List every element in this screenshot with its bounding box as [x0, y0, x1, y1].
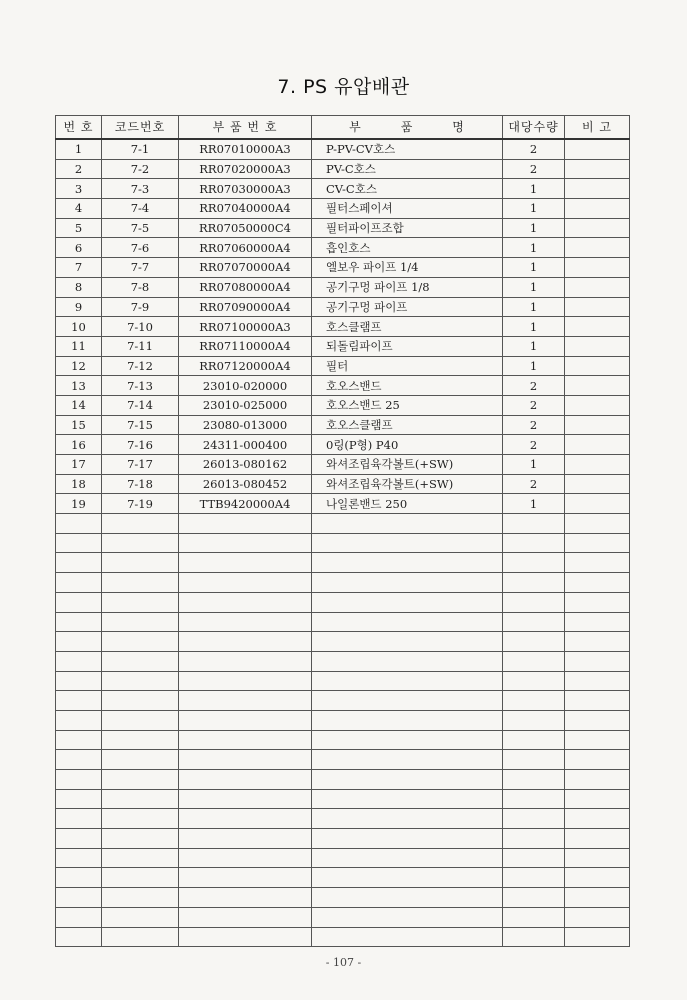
table-row — [56, 474, 630, 494]
cell-no: 5 — [56, 218, 102, 238]
table-row — [56, 415, 630, 435]
cell-no: 6 — [56, 238, 102, 258]
cell-part-name: CV-C호스 — [312, 179, 503, 199]
cell-note — [565, 199, 630, 219]
cell-qty — [503, 848, 565, 868]
empty-table-row — [56, 829, 630, 849]
cell-part-name — [312, 710, 503, 730]
cell-code: 7-17 — [102, 455, 179, 475]
cell-part-no — [179, 533, 312, 553]
cell-part-no: RR07120000A4 — [179, 356, 312, 376]
table-row — [56, 395, 630, 415]
empty-table-row — [56, 730, 630, 750]
cell-code: 7-19 — [102, 494, 179, 514]
cell-qty — [503, 553, 565, 573]
cell-part-no: 24311-000400 — [179, 435, 312, 455]
cell-part-name — [312, 691, 503, 711]
cell-code: 7-7 — [102, 258, 179, 278]
cell-part-no — [179, 592, 312, 612]
cell-code: 7-18 — [102, 474, 179, 494]
table-row — [56, 199, 630, 219]
cell-part-no — [179, 573, 312, 593]
cell-qty: 1 — [503, 297, 565, 317]
cell-note — [565, 514, 630, 534]
empty-table-row — [56, 612, 630, 632]
empty-table-row — [56, 710, 630, 730]
cell-note — [565, 139, 630, 159]
table-row — [56, 277, 630, 297]
parts-table-body — [56, 139, 630, 947]
page-title: 7. PS 유압배관 — [277, 76, 410, 98]
cell-part-name: 엘보우 파이프 1/4 — [312, 258, 503, 278]
cell-no — [56, 651, 102, 671]
cell-note — [565, 809, 630, 829]
cell-part-name — [312, 770, 503, 790]
cell-part-name: 호오스밴드 — [312, 376, 503, 396]
cell-no — [56, 927, 102, 947]
cell-part-name: 호오스밴드 25 — [312, 395, 503, 415]
cell-no: 10 — [56, 317, 102, 337]
cell-part-no: RR07010000A3 — [179, 139, 312, 159]
cell-part-no — [179, 514, 312, 534]
cell-note — [565, 533, 630, 553]
cell-note — [565, 474, 630, 494]
cell-part-name: 필터파이프조합 — [312, 218, 503, 238]
cell-part-no — [179, 671, 312, 691]
cell-qty: 1 — [503, 218, 565, 238]
cell-qty — [503, 651, 565, 671]
cell-qty — [503, 907, 565, 927]
cell-qty: 1 — [503, 494, 565, 514]
cell-note — [565, 159, 630, 179]
cell-qty — [503, 730, 565, 750]
cell-part-no — [179, 789, 312, 809]
cell-note — [565, 710, 630, 730]
cell-code — [102, 710, 179, 730]
cell-qty — [503, 573, 565, 593]
cell-code: 7-3 — [102, 179, 179, 199]
cell-qty — [503, 514, 565, 534]
cell-code: 7-15 — [102, 415, 179, 435]
cell-no: 3 — [56, 179, 102, 199]
cell-code — [102, 533, 179, 553]
cell-part-no: 26013-080162 — [179, 455, 312, 475]
cell-no: 16 — [56, 435, 102, 455]
cell-part-no: 23080-013000 — [179, 415, 312, 435]
cell-no: 12 — [56, 356, 102, 376]
cell-no: 18 — [56, 474, 102, 494]
cell-qty — [503, 789, 565, 809]
cell-no: 13 — [56, 376, 102, 396]
cell-qty — [503, 592, 565, 612]
cell-no: 11 — [56, 336, 102, 356]
cell-part-no: RR07030000A3 — [179, 179, 312, 199]
cell-code — [102, 612, 179, 632]
cell-note — [565, 789, 630, 809]
cell-part-name — [312, 671, 503, 691]
cell-part-name — [312, 888, 503, 908]
cell-code — [102, 829, 179, 849]
cell-part-no: RR07040000A4 — [179, 199, 312, 219]
column-header-code: 코드번호 — [102, 116, 179, 140]
cell-part-name — [312, 750, 503, 770]
cell-note — [565, 297, 630, 317]
cell-code — [102, 927, 179, 947]
cell-no — [56, 789, 102, 809]
cell-note — [565, 376, 630, 396]
empty-table-row — [56, 789, 630, 809]
cell-note — [565, 888, 630, 908]
cell-code: 7-14 — [102, 395, 179, 415]
cell-no — [56, 514, 102, 534]
empty-table-row — [56, 868, 630, 888]
cell-part-no: RR07090000A4 — [179, 297, 312, 317]
cell-part-no — [179, 730, 312, 750]
empty-table-row — [56, 533, 630, 553]
cell-qty — [503, 888, 565, 908]
cell-code — [102, 770, 179, 790]
cell-no — [56, 730, 102, 750]
cell-no: 17 — [56, 455, 102, 475]
cell-note — [565, 435, 630, 455]
cell-no: 7 — [56, 258, 102, 278]
cell-no — [56, 592, 102, 612]
cell-part-no: TTB9420000A4 — [179, 494, 312, 514]
cell-no: 15 — [56, 415, 102, 435]
cell-code: 7-8 — [102, 277, 179, 297]
cell-note — [565, 179, 630, 199]
cell-part-no — [179, 632, 312, 652]
empty-table-row — [56, 592, 630, 612]
cell-no — [56, 848, 102, 868]
table-header-row — [56, 116, 630, 140]
empty-table-row — [56, 632, 630, 652]
cell-part-name — [312, 573, 503, 593]
cell-part-name: 공기구멍 파이프 — [312, 297, 503, 317]
cell-part-name — [312, 730, 503, 750]
cell-note — [565, 553, 630, 573]
cell-note — [565, 632, 630, 652]
cell-part-no: 26013-080452 — [179, 474, 312, 494]
cell-code — [102, 592, 179, 612]
cell-qty — [503, 829, 565, 849]
cell-part-name — [312, 789, 503, 809]
cell-part-no: RR07080000A4 — [179, 277, 312, 297]
cell-note — [565, 336, 630, 356]
cell-part-no — [179, 868, 312, 888]
cell-no: 9 — [56, 297, 102, 317]
cell-part-no — [179, 691, 312, 711]
table-row — [56, 139, 630, 159]
cell-part-no — [179, 612, 312, 632]
cell-qty: 2 — [503, 415, 565, 435]
empty-table-row — [56, 514, 630, 534]
cell-note — [565, 651, 630, 671]
empty-table-row — [56, 573, 630, 593]
cell-note — [565, 573, 630, 593]
cell-no — [56, 612, 102, 632]
cell-code: 7-11 — [102, 336, 179, 356]
cell-part-name: 호오스클램프 — [312, 415, 503, 435]
cell-no — [56, 573, 102, 593]
cell-part-name — [312, 514, 503, 534]
cell-code — [102, 848, 179, 868]
cell-part-name: 되돌림파이프 — [312, 336, 503, 356]
cell-no: 4 — [56, 199, 102, 219]
empty-table-row — [56, 671, 630, 691]
cell-code — [102, 907, 179, 927]
cell-qty: 2 — [503, 159, 565, 179]
cell-part-no: RR07100000A3 — [179, 317, 312, 337]
cell-code — [102, 789, 179, 809]
cell-part-no: RR07020000A3 — [179, 159, 312, 179]
cell-part-no — [179, 651, 312, 671]
empty-table-row — [56, 927, 630, 947]
column-header-no: 번 호 — [56, 116, 102, 140]
cell-qty — [503, 770, 565, 790]
table-row — [56, 179, 630, 199]
cell-qty: 1 — [503, 199, 565, 219]
cell-no — [56, 710, 102, 730]
table-row — [56, 336, 630, 356]
cell-part-name: 흡인호스 — [312, 238, 503, 258]
empty-table-row — [56, 750, 630, 770]
cell-note — [565, 868, 630, 888]
cell-qty — [503, 710, 565, 730]
cell-no — [56, 809, 102, 829]
cell-qty — [503, 691, 565, 711]
cell-note — [565, 907, 630, 927]
cell-note — [565, 848, 630, 868]
cell-qty: 2 — [503, 139, 565, 159]
empty-table-row — [56, 651, 630, 671]
cell-part-no: RR07060000A4 — [179, 238, 312, 258]
cell-code — [102, 888, 179, 908]
empty-table-row — [56, 848, 630, 868]
cell-part-no — [179, 750, 312, 770]
cell-no — [56, 868, 102, 888]
cell-part-name — [312, 848, 503, 868]
cell-qty: 2 — [503, 435, 565, 455]
table-row — [56, 258, 630, 278]
cell-part-name — [312, 927, 503, 947]
cell-note — [565, 730, 630, 750]
cell-no — [56, 553, 102, 573]
column-header-part-name: 부 품 명 — [312, 116, 503, 140]
cell-part-no: 23010-025000 — [179, 395, 312, 415]
cell-no — [56, 770, 102, 790]
cell-note — [565, 238, 630, 258]
cell-part-name: 필터 — [312, 356, 503, 376]
cell-part-no — [179, 927, 312, 947]
cell-part-name — [312, 829, 503, 849]
cell-qty: 1 — [503, 336, 565, 356]
cell-part-name — [312, 651, 503, 671]
cell-note — [565, 317, 630, 337]
table-row — [56, 317, 630, 337]
cell-no — [56, 750, 102, 770]
cell-qty — [503, 671, 565, 691]
cell-no — [56, 691, 102, 711]
cell-part-no — [179, 553, 312, 573]
cell-part-no — [179, 888, 312, 908]
cell-part-name: 0링(P형) P40 — [312, 435, 503, 455]
cell-qty — [503, 533, 565, 553]
cell-qty — [503, 868, 565, 888]
cell-part-name — [312, 868, 503, 888]
cell-qty — [503, 809, 565, 829]
table-row — [56, 218, 630, 238]
cell-qty: 1 — [503, 356, 565, 376]
cell-note — [565, 691, 630, 711]
cell-note — [565, 612, 630, 632]
table-row — [56, 238, 630, 258]
cell-note — [565, 218, 630, 238]
cell-part-no — [179, 770, 312, 790]
cell-part-name — [312, 592, 503, 612]
cell-note — [565, 395, 630, 415]
cell-code — [102, 671, 179, 691]
cell-no — [56, 533, 102, 553]
cell-code: 7-12 — [102, 356, 179, 376]
cell-qty: 1 — [503, 238, 565, 258]
cell-part-name — [312, 533, 503, 553]
cell-qty: 1 — [503, 277, 565, 297]
cell-part-name — [312, 809, 503, 829]
cell-part-no: RR07110000A4 — [179, 336, 312, 356]
cell-note — [565, 277, 630, 297]
cell-code: 7-5 — [102, 218, 179, 238]
cell-no — [56, 829, 102, 849]
cell-code — [102, 573, 179, 593]
cell-qty: 1 — [503, 455, 565, 475]
cell-note — [565, 258, 630, 278]
cell-part-no — [179, 809, 312, 829]
cell-part-name: PV-C호스 — [312, 159, 503, 179]
cell-qty: 2 — [503, 474, 565, 494]
cell-code: 7-2 — [102, 159, 179, 179]
cell-note — [565, 770, 630, 790]
cell-qty: 1 — [503, 179, 565, 199]
cell-part-name — [312, 612, 503, 632]
cell-no: 1 — [56, 139, 102, 159]
column-header-part-no: 부 품 번 호 — [179, 116, 312, 140]
cell-no — [56, 632, 102, 652]
table-row — [56, 376, 630, 396]
empty-table-row — [56, 809, 630, 829]
cell-code: 7-6 — [102, 238, 179, 258]
cell-note — [565, 927, 630, 947]
cell-qty — [503, 750, 565, 770]
cell-note — [565, 415, 630, 435]
column-header-qty: 대당수량 — [503, 116, 565, 140]
cell-no — [56, 888, 102, 908]
cell-code — [102, 651, 179, 671]
empty-table-row — [56, 888, 630, 908]
cell-part-name: 필터스페이셔 — [312, 199, 503, 219]
cell-code: 7-4 — [102, 199, 179, 219]
cell-note — [565, 671, 630, 691]
cell-note — [565, 356, 630, 376]
cell-part-name: 공기구멍 파이프 1/8 — [312, 277, 503, 297]
table-row — [56, 356, 630, 376]
cell-part-no — [179, 829, 312, 849]
cell-no — [56, 907, 102, 927]
cell-no — [56, 671, 102, 691]
table-row — [56, 159, 630, 179]
cell-code: 7-10 — [102, 317, 179, 337]
cell-part-no — [179, 848, 312, 868]
cell-code: 7-16 — [102, 435, 179, 455]
cell-no: 19 — [56, 494, 102, 514]
cell-qty — [503, 612, 565, 632]
cell-code — [102, 632, 179, 652]
cell-part-name: 나일론밴드 250 — [312, 494, 503, 514]
cell-part-name: P-PV-CV호스 — [312, 139, 503, 159]
cell-part-name — [312, 907, 503, 927]
cell-code — [102, 809, 179, 829]
cell-no: 2 — [56, 159, 102, 179]
empty-table-row — [56, 770, 630, 790]
page-number: - 107 - — [325, 956, 362, 969]
cell-qty — [503, 632, 565, 652]
cell-qty — [503, 927, 565, 947]
cell-qty: 1 — [503, 258, 565, 278]
cell-code — [102, 750, 179, 770]
cell-code — [102, 514, 179, 534]
cell-note — [565, 455, 630, 475]
cell-qty: 2 — [503, 395, 565, 415]
cell-part-no: RR07050000C4 — [179, 218, 312, 238]
cell-part-name — [312, 553, 503, 573]
table-row — [56, 494, 630, 514]
cell-code — [102, 730, 179, 750]
cell-code — [102, 691, 179, 711]
cell-code — [102, 553, 179, 573]
cell-note — [565, 750, 630, 770]
cell-part-no — [179, 710, 312, 730]
cell-part-name: 호스클램프 — [312, 317, 503, 337]
cell-part-name: 와셔조립육각볼트(+SW) — [312, 474, 503, 494]
table-row — [56, 435, 630, 455]
cell-code: 7-9 — [102, 297, 179, 317]
empty-table-row — [56, 691, 630, 711]
table-row — [56, 455, 630, 475]
cell-note — [565, 592, 630, 612]
cell-note — [565, 829, 630, 849]
cell-part-name: 와셔조립육각볼트(+SW) — [312, 455, 503, 475]
cell-code — [102, 868, 179, 888]
cell-part-no — [179, 907, 312, 927]
empty-table-row — [56, 553, 630, 573]
cell-code: 7-13 — [102, 376, 179, 396]
cell-qty: 2 — [503, 376, 565, 396]
empty-table-row — [56, 907, 630, 927]
table-row — [56, 297, 630, 317]
cell-no: 8 — [56, 277, 102, 297]
cell-qty: 1 — [503, 317, 565, 337]
cell-note — [565, 494, 630, 514]
cell-part-no: RR07070000A4 — [179, 258, 312, 278]
cell-part-name — [312, 632, 503, 652]
cell-code: 7-1 — [102, 139, 179, 159]
column-header-note: 비 고 — [565, 116, 630, 140]
parts-table — [55, 115, 630, 947]
cell-no: 14 — [56, 395, 102, 415]
cell-part-no: 23010-020000 — [179, 376, 312, 396]
